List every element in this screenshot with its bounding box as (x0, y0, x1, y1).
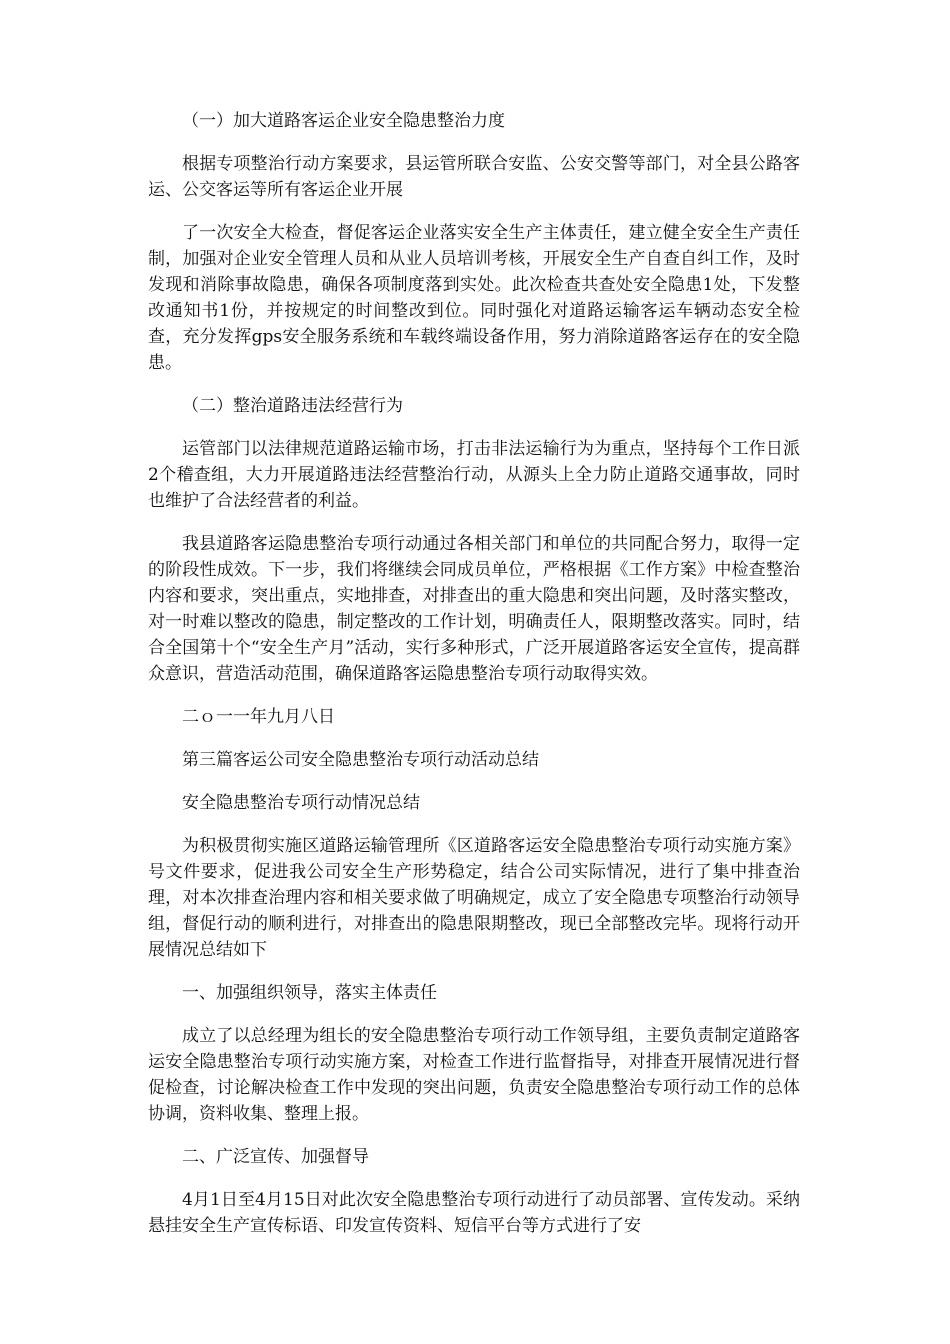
section-heading-3: 一、加强组织领导，落实主体责任 (182, 983, 437, 1003)
section-heading-2: （二）整治道路违法经营行为 (182, 396, 403, 416)
paragraph: 4月1日至4月15日对此次安全隐患整治专项行动进行了动员部署、宣传发动。采纳悬挂安全生产宣传标语、印发宣传资料、短信平台等方式进行了安 (148, 1190, 800, 1236)
paragraph: 运管部门以法律规范道路运输市场，打击非法运输行为为重点，坚持每个工作日派2个稽查组，大力开展道路违法经营整治行动，从源头上全力防止道路交通事故，同时也维护了合法经营者的利益。 (148, 439, 800, 511)
date-line: 二ｏ一一年九月八日 (182, 707, 335, 727)
paragraph: 根据专项整治行动方案要求，县运管所联合安监、公安交警等部门，对全县公路客运、公交客运等所有客运企业开展 (148, 154, 800, 200)
article-subtitle: 安全隐患整治专项行动情况总结 (182, 793, 420, 813)
paragraph: 成立了以总经理为组长的安全隐患整治专项行动工作领导组，主要负责制定道路客运安全隐患整治专项行动实施方案，对检查工作进行监督指导，对排查开展情况进行督促检查，讨论解决检查工作中发现的突出问题，负责安全隐患整治专项行动工作的总体协调，资料收集、整理上报。 (148, 1026, 800, 1124)
document-page (148, 108, 800, 1256)
paragraph: 我县道路客运隐患整治专项行动通过各相关部门和单位的共同配合努力，取得一定的阶段性成效。下一步，我们将继续会同成员单位，严格根据《工作方案》中检查整治内容和要求，突出重点，实地排查，对排查出的重大隐患和突出问题，及时落实整改，对一时难以整改的隐患，制定整改的工作计划，明确责任人，限期整改落实。同时，结合全国第十个“安全生产月”活动，实行多种形式，广泛开展道路客运安全宣传，提高群众意识，营造活动范围，确保道路客运隐患整治专项行动取得实效。 (148, 534, 800, 684)
article-title: 第三篇客运公司安全隐患整治专项行动活动总结 (182, 750, 539, 770)
section-heading-1: （一）加大道路客运企业安全隐患整治力度 (182, 111, 505, 131)
section-heading-4: 二、广泛宣传、加强督导 (182, 1147, 369, 1167)
paragraph: 了一次安全大检查，督促客运企业落实安全生产主体责任，建立健全安全生产责任制，加强对企业安全管理人员和从业人员培训考核，开展安全生产自查自纠工作，及时发现和消除事故隐患，确保各项制度落到实处。此次检查共查处安全隐患1处，下发整改通知书1份，并按规定的时间整改到位。同时强化对道路运输客运车辆动态安全检查，充分发挥gps安全服务系统和车载终端设备作用，努力消除道路客运存在的安全隐患。 (148, 223, 800, 373)
paragraph: 为积极贯彻实施区道路运输管理所《区道路客运安全隐患整治专项行动实施方案》号文件要求，促进我公司安全生产形势稳定，结合公司实际情况，进行了集中排查治理，对本次排查治理内容和相关要求做了明确规定，成立了安全隐患专项整治行动领导组，督促行动的顺利进行，对排查出的隐患限期整改，现已全部整改完毕。现将行动开展情况总结如下 (148, 836, 800, 960)
